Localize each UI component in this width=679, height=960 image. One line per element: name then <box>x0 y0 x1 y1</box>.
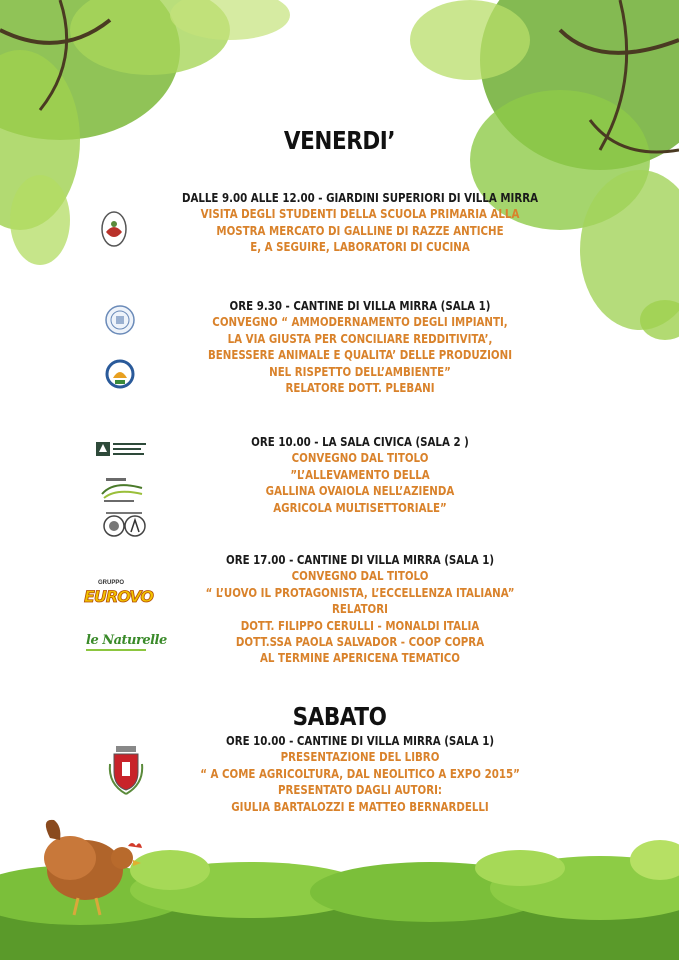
event-header: ORE 10.00 - CANTINE DI VILLA MIRRA (SALA 1) <box>225 734 495 748</box>
mantova-consortium-logo <box>100 476 146 504</box>
event-line: RELATORE DOTT. PLEBANI <box>285 381 435 396</box>
event-line: GIULIA BARTALOZZI E MATTEO BERNARDELLI <box>231 799 489 814</box>
event-line: BENESSERE ANIMALE E QUALITA’ DELLE PRODUZIONI <box>207 348 513 363</box>
event-line: DOTT.SSA PAOLA SALVADOR - COOP COPRA <box>235 635 485 650</box>
day-title-friday: VENERDI’ <box>283 126 396 155</box>
gruppo-eurovo-logo <box>84 580 160 606</box>
event-line: E, A SEGUIRE, LABORATORI DI CUCINA <box>250 240 470 255</box>
event-line: “ A COME AGRICOLTURA, DAL NEOLITICO A EXPO 2015” <box>200 766 520 781</box>
event-line: PRESENTATO DAGLI AUTORI: <box>277 783 442 798</box>
university-seal-logo <box>104 304 136 336</box>
le-naturelle-logo <box>86 633 167 655</box>
event-line: CONVEGNO DAL TITOLO <box>291 451 429 466</box>
event-line: MOSTRA MERCATO DI GALLINE DI RAZZE ANTICHE <box>216 223 504 238</box>
event-line: AL TERMINE APERICENA TEMATICO <box>260 651 460 666</box>
event-header: ORE 17.00 - CANTINE DI VILLA MIRRA (SALA 1) <box>225 553 495 567</box>
event-header: DALLE 9.00 ALLE 12.00 - GIARDINI SUPERIORI DI VILLA MIRRA <box>181 191 539 205</box>
event-block-friday-4 <box>120 552 600 667</box>
event-line: DOTT. FILIPPO CERULLI - MONALDI ITALIA <box>240 618 480 633</box>
event-line: GALLINA OVAIOLA NELL’AZIENDA <box>265 484 455 499</box>
event-line: “ L’UOVO IL PROTAGONISTA, L’ECCELLENZA ITALIANA” <box>205 585 515 600</box>
le-naturelle-wordmark: le Naturelle <box>86 633 167 648</box>
event-line: AGRICOLA MULTISETTORIALE” <box>273 500 447 515</box>
event-line: CONVEGNO “ AMMODERNAMENTO DEGLI IMPIANTI, <box>212 315 508 330</box>
gruppo-label: GRUPPO <box>98 580 125 586</box>
event-line: NEL RISPETTO DELL’AMBIENTE” <box>269 364 451 379</box>
eurovo-wordmark: EUROVO <box>84 587 153 606</box>
event-header: ORE 10.00 - LA SALA CIVICA (SALA 2 ) <box>251 435 469 449</box>
event-line: CONVEGNO DAL TITOLO <box>291 569 429 584</box>
event-block-friday-1 <box>120 190 600 256</box>
event-header: ORE 9.30 - CANTINE DI VILLA MIRRA (SALA 1) <box>229 299 491 313</box>
event-block-saturday-1 <box>120 733 600 815</box>
event-line: VISITA DEGLI STUDENTI DELLA SCUOLA PRIMARIA ALLA <box>200 207 520 222</box>
event-line: RELATORI <box>332 602 388 617</box>
event-line: LA VIA GIUSTA PER CONCILIARE REDDITIVITA’, <box>227 331 493 346</box>
association-logo <box>102 512 146 538</box>
event-line: ”L’ALLEVAMENTO DELLA <box>290 467 430 482</box>
town-coat-of-arms-logo <box>106 744 146 798</box>
quality-logo <box>105 358 135 392</box>
event-block-friday-2 <box>120 298 600 396</box>
event-line: PRESENTAZIONE DEL LIBRO <box>280 750 440 765</box>
le-naturelle-underline <box>86 649 146 651</box>
event-block-friday-3 <box>120 434 600 516</box>
agronomists-order-logo <box>96 440 148 458</box>
school-logo <box>100 210 128 248</box>
day-title-saturday: SABATO <box>292 702 387 731</box>
